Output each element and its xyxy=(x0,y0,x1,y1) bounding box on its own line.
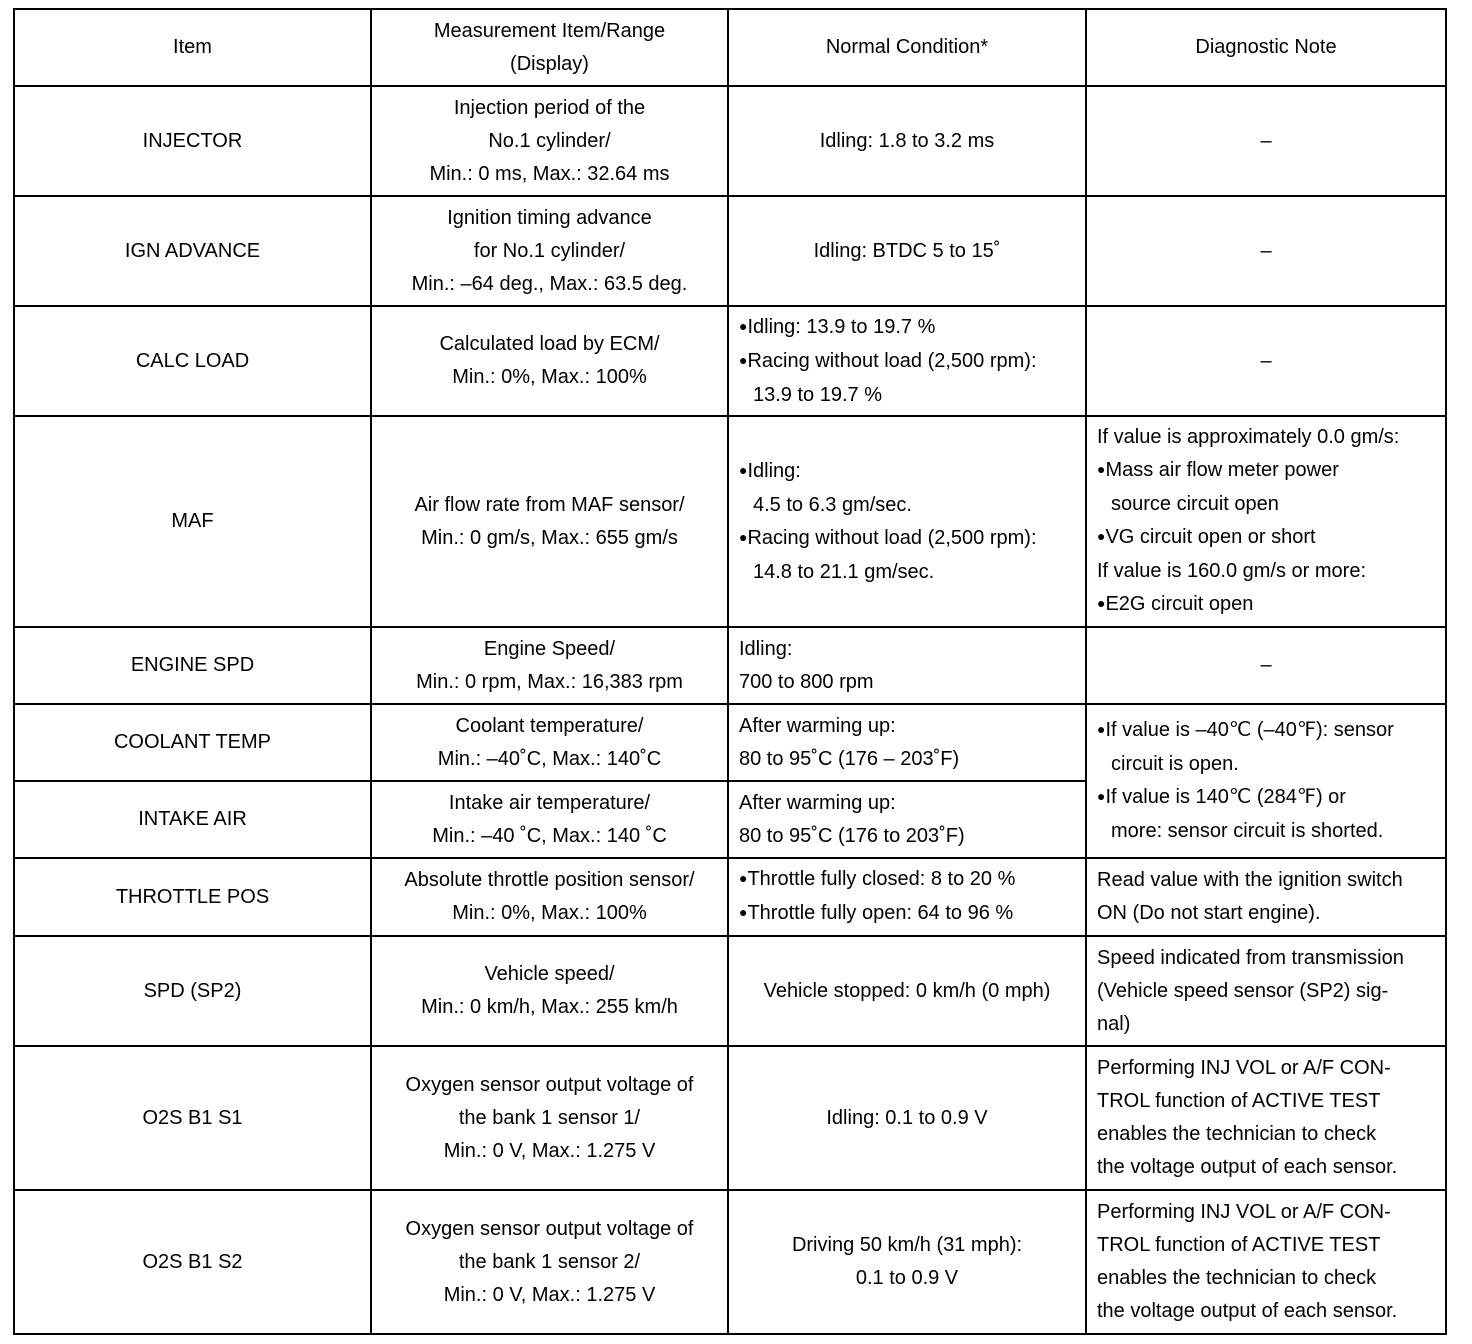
text-line: Min.: 0 rpm, Max.: 16,383 rpm xyxy=(416,670,683,693)
header-measurement-line: Measurement Item/Range xyxy=(433,19,666,42)
item-cell: O2S B1 S2 xyxy=(14,1190,371,1334)
text-line: – xyxy=(1260,349,1272,372)
measurement-cell xyxy=(371,704,728,781)
header-row xyxy=(14,9,1446,86)
normal-condition-cell xyxy=(728,86,1086,196)
text-line: nal) xyxy=(1097,1012,1131,1035)
text-line: If value is 160.0 gm/s or more: xyxy=(1097,560,1367,582)
text-line: Min.: 0 gm/s, Max.: 655 gm/s xyxy=(421,526,678,549)
text-line: Min.: 0 V, Max.: 1.275 V xyxy=(443,1139,656,1162)
text-line: Speed indicated from transmission xyxy=(1097,946,1404,969)
item-cell: ENGINE SPD xyxy=(14,627,371,704)
header-measurement-line: (Display) xyxy=(510,52,589,75)
text-line: – xyxy=(1260,129,1272,152)
text-line: Oxygen sensor output voltage of xyxy=(405,1073,694,1096)
text-line: Min.: –40˚C, Max.: 140˚C xyxy=(437,747,662,770)
text-line: 13.9 to 19.7 % xyxy=(753,383,882,406)
normal-condition-cell xyxy=(728,627,1086,704)
text-line: Read value with the ignition switch xyxy=(1097,869,1403,891)
measurement-cell xyxy=(371,306,728,416)
table-row xyxy=(14,416,1446,627)
item-cell: SPD (SP2) xyxy=(14,936,371,1046)
item-cell: INTAKE AIR xyxy=(14,781,371,858)
text-line: 0.1 to 0.9 V xyxy=(855,1267,959,1289)
diagnostic-note-cell xyxy=(1086,1046,1446,1190)
text-line: Coolant temperature/ xyxy=(455,714,644,737)
bullet-line: ● Racing without load (2,500 rpm): xyxy=(739,522,1075,556)
normal-condition-cell xyxy=(728,1046,1086,1190)
text-line: Ignition timing advance xyxy=(447,206,652,229)
measurement-cell xyxy=(371,858,728,936)
text-line: No.1 cylinder/ xyxy=(488,129,611,152)
item-cell: INJECTOR xyxy=(14,86,371,196)
text-line: (Vehicle speed sensor (SP2) sig- xyxy=(1097,979,1389,1002)
text-line: the bank 1 sensor 2/ xyxy=(458,1250,641,1273)
text-line: 4.5 to 6.3 gm/sec. xyxy=(753,493,912,516)
normal-condition-cell xyxy=(728,306,1086,416)
text-line: the voltage output of each sensor. xyxy=(1097,1156,1398,1178)
diagnostic-note-cell xyxy=(1086,936,1446,1046)
text-line: Driving 50 km/h (31 mph): xyxy=(791,1234,1023,1256)
text-line: Intake air temperature/ xyxy=(448,791,651,814)
diagnostic-note-cell xyxy=(1086,704,1446,858)
text-line: Absolute throttle position sensor/ xyxy=(404,869,695,891)
item-cell: COOLANT TEMP xyxy=(14,704,371,781)
table-row xyxy=(14,196,1446,306)
diagnostic-note-cell xyxy=(1086,86,1446,196)
text-line: Min.: –40 ˚C, Max.: 140 ˚C xyxy=(432,824,667,847)
table-row xyxy=(14,1190,1446,1334)
bullet-line: ● Throttle fully open: 64 to 96 % xyxy=(739,897,1075,931)
text-line: Engine Speed/ xyxy=(483,637,616,660)
text-line: Performing INJ VOL or A/F CON- xyxy=(1097,1201,1391,1223)
text-line: 700 to 800 rpm xyxy=(739,670,874,693)
text-line: Min.: 0%, Max.: 100% xyxy=(452,902,647,924)
bullet-line: ● VG circuit open or short xyxy=(1097,521,1435,555)
text-line: for No.1 cylinder/ xyxy=(473,239,626,262)
header-normal-condition: Normal Condition* xyxy=(728,9,1086,86)
bullet-line: ● Idling: xyxy=(739,455,1075,489)
table-row xyxy=(14,627,1446,704)
normal-condition-cell xyxy=(728,781,1086,858)
normal-condition-cell xyxy=(728,936,1086,1046)
text-line: TROL function of ACTIVE TEST xyxy=(1097,1234,1381,1256)
text-line: the bank 1 sensor 1/ xyxy=(458,1106,641,1129)
measurement-cell xyxy=(371,416,728,627)
bullet-line: ● E2G circuit open xyxy=(1097,588,1435,622)
text-line: Calculated load by ECM/ xyxy=(439,333,660,355)
bullet-line: ● If value is –40℃ (–40℉): sensor xyxy=(1097,714,1435,748)
table-row xyxy=(14,704,1446,781)
measurement-cell xyxy=(371,781,728,858)
text-line: Vehicle speed/ xyxy=(484,963,615,985)
text-line: Min.: –64 deg., Max.: 63.5 deg. xyxy=(411,272,688,295)
text-line: Min.: 0 ms, Max.: 32.64 ms xyxy=(429,162,670,185)
table-row xyxy=(14,858,1446,936)
measurement-cell xyxy=(371,936,728,1046)
measurement-cell xyxy=(371,86,728,196)
text-line: more: sensor circuit is shorted. xyxy=(1111,820,1384,842)
text-line: Injection period of the xyxy=(453,96,646,119)
table-row xyxy=(14,306,1446,416)
text-line: If value is approximately 0.0 gm/s: xyxy=(1097,426,1400,448)
text-line: source circuit open xyxy=(1111,493,1279,515)
normal-condition-cell xyxy=(728,858,1086,936)
table-row xyxy=(14,86,1446,196)
text-line: Idling: BTDC 5 to 15˚ xyxy=(813,239,1001,262)
bullet-line: ● Throttle fully closed: 8 to 20 % xyxy=(739,863,1075,897)
diagnostic-note-cell xyxy=(1086,627,1446,704)
text-line: Min.: 0 V, Max.: 1.275 V xyxy=(443,1283,656,1306)
text-line: Oxygen sensor output voltage of xyxy=(405,1217,694,1240)
text-line: After warming up: xyxy=(739,714,896,737)
diagnostic-note-cell xyxy=(1086,196,1446,306)
normal-condition-cell xyxy=(728,416,1086,627)
text-line: After warming up: xyxy=(739,791,896,814)
item-cell: CALC LOAD xyxy=(14,306,371,416)
item-cell: O2S B1 S1 xyxy=(14,1046,371,1190)
text-line: – xyxy=(1260,654,1272,676)
table-row xyxy=(14,936,1446,1046)
diagnostic-note-cell xyxy=(1086,858,1446,936)
measurement-cell xyxy=(371,627,728,704)
diagnostic-note-cell xyxy=(1086,416,1446,627)
text-line: Idling: xyxy=(739,637,793,660)
text-line: Idling: 1.8 to 3.2 ms xyxy=(819,129,995,152)
text-line: 14.8 to 21.1 gm/sec. xyxy=(753,560,935,583)
text-line: Vehicle stopped: 0 km/h (0 mph) xyxy=(763,979,1051,1002)
measurement-cell xyxy=(371,1046,728,1190)
data-list-table xyxy=(13,8,1447,1335)
normal-condition-cell xyxy=(728,1190,1086,1334)
text-line: enables the technician to check xyxy=(1097,1123,1377,1145)
bullet-line: ● Idling: 13.9 to 19.7 % xyxy=(739,311,1075,345)
diagnostic-note-cell xyxy=(1086,1190,1446,1334)
measurement-cell xyxy=(371,196,728,306)
text-line: the voltage output of each sensor. xyxy=(1097,1300,1398,1322)
bullet-line: ● Racing without load (2,500 rpm): xyxy=(739,345,1075,379)
text-line: Min.: 0%, Max.: 100% xyxy=(452,366,647,388)
bullet-line: ● Mass air flow meter power xyxy=(1097,454,1435,488)
measurement-cell xyxy=(371,1190,728,1334)
diagnostic-note-cell xyxy=(1086,306,1446,416)
bullet-line: ● If value is 140℃ (284℉) or xyxy=(1097,781,1435,815)
text-line: Idling: 0.1 to 0.9 V xyxy=(826,1106,988,1129)
item-cell: IGN ADVANCE xyxy=(14,196,371,306)
text-line: – xyxy=(1260,239,1272,262)
text-line: ON (Do not start engine). xyxy=(1097,902,1321,924)
text-line: TROL function of ACTIVE TEST xyxy=(1097,1090,1381,1112)
text-line: Performing INJ VOL or A/F CON- xyxy=(1097,1057,1391,1079)
header-item: Item xyxy=(14,9,371,86)
header-diagnostic-note: Diagnostic Note xyxy=(1086,9,1446,86)
text-line: Air flow rate from MAF sensor/ xyxy=(414,493,685,516)
table-row xyxy=(14,1046,1446,1190)
normal-condition-cell xyxy=(728,704,1086,781)
item-cell: THROTTLE POS xyxy=(14,858,371,936)
normal-condition-cell xyxy=(728,196,1086,306)
header-measurement xyxy=(371,9,728,86)
text-line: 80 to 95˚C (176 – 203˚F) xyxy=(739,747,960,770)
text-line: Min.: 0 km/h, Max.: 255 km/h xyxy=(421,996,678,1018)
item-cell: MAF xyxy=(14,416,371,627)
text-line: circuit is open. xyxy=(1111,753,1239,775)
text-line: enables the technician to check xyxy=(1097,1267,1377,1289)
text-line: 80 to 95˚C (176 to 203˚F) xyxy=(739,824,965,847)
